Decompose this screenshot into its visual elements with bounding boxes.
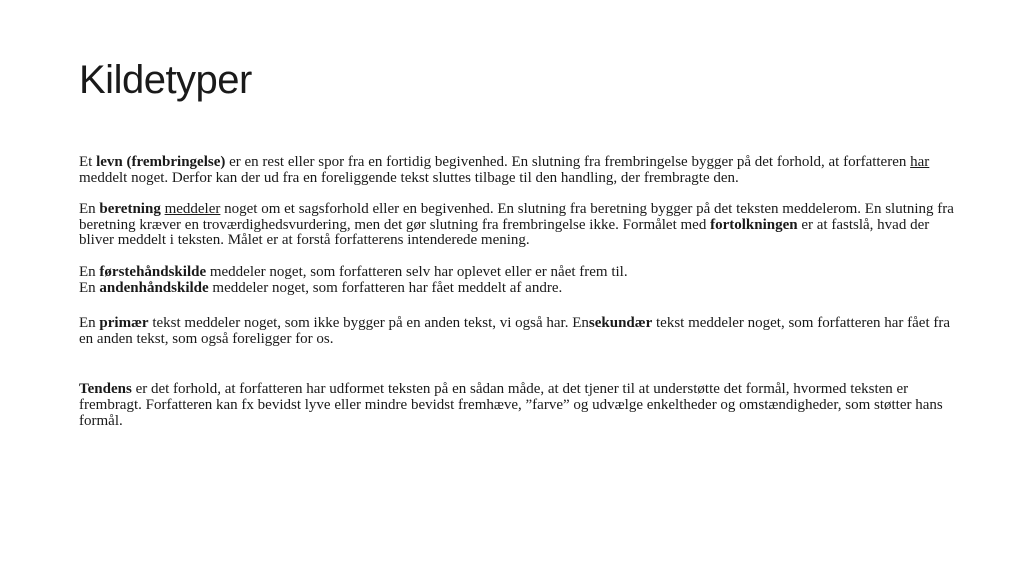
text-run: meddeler noget, som forfatteren selv har oplevet eller er nået frem til. xyxy=(206,263,628,280)
text-run: Et xyxy=(79,154,97,170)
underlined-har: har xyxy=(910,154,930,170)
text-run: En xyxy=(79,263,100,280)
text-run: tekst meddeler noget, som ikke bygger på en anden tekst, vi også har. En xyxy=(148,315,589,332)
term-foerstehaandskilde: førstehåndskilde xyxy=(99,263,207,280)
underlined-meddeler: meddeler xyxy=(164,201,221,218)
text-run: meddeler noget, som forfatteren har fået meddelt af andre. xyxy=(208,279,563,296)
text-run: tekst meddeler noget, som forfatteren har fået fra en anden tekst, som også foreligger for os. xyxy=(79,315,951,347)
term-tendens: Tendens xyxy=(79,381,132,398)
paragraph-kilde xyxy=(79,265,959,296)
term-beretning: beretning xyxy=(99,201,161,218)
text-run: En xyxy=(79,201,100,218)
term-primaer: primær xyxy=(99,315,149,332)
text-run: er en rest eller spor fra en fortidig begivenhed. En slutning fra frembringelse bygger på det forhold, at forfatteren xyxy=(225,154,911,170)
slide-body xyxy=(79,155,959,429)
text-run: meddelt noget. Derfor kan der ud fra en foreliggende tekst sluttes tilbage til den handling, der frembragte den. xyxy=(79,169,739,186)
term-andenhaandskilde: andenhåndskilde xyxy=(99,279,209,296)
paragraph-tendens xyxy=(79,382,959,429)
text-run: En xyxy=(79,279,100,296)
text-run: noget om et sagsforhold eller en begivenhed. En slutning fra beretning bygger på det teksten meddelerom. En slutning fra beretning kræver en troværdighedsvurdering, men det gør slutning fra frembringelse ikke. Formålet med xyxy=(79,201,954,233)
text-run: En xyxy=(79,315,100,332)
slide-title: Kildetyper xyxy=(79,58,252,102)
paragraph-primaer xyxy=(79,316,959,347)
text-run: er at fastslå, hvad der bliver meddelt i teksten. Målet er at forstå forfatterens intenderede mening. xyxy=(79,216,930,249)
text-run: er det forhold, at forfatteren har udformet teksten på en sådan måde, at det tjener til at understøtte det formål, hvormed teksten er frembragt. Forfatteren kan fx bevidst lyve eller mindre bevidst fremhæve, ”farve” og udvælge enkeltheder og omstændigheder, som støtter hans formål. xyxy=(79,381,943,429)
paragraph-beretning xyxy=(79,202,959,249)
paragraph-levn xyxy=(79,155,959,186)
term-sekundaer: sekundær xyxy=(588,315,653,332)
term-fortolkningen: fortolkningen xyxy=(710,216,798,233)
term-levn: levn (frembringelse) xyxy=(96,154,226,170)
